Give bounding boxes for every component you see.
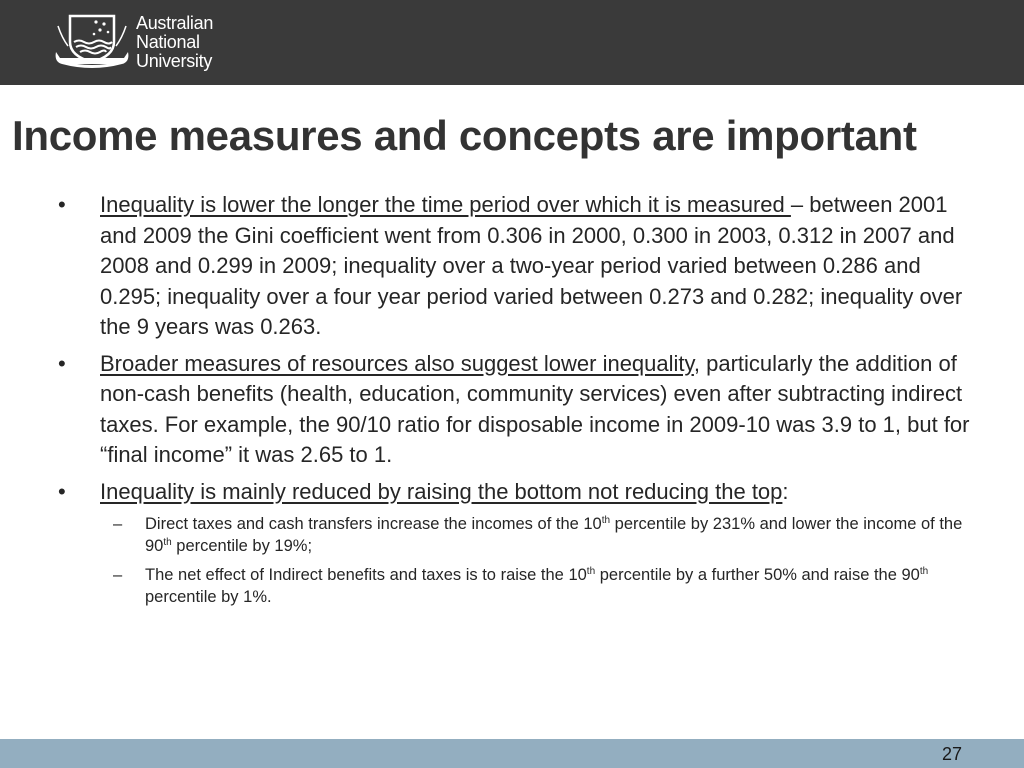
bullet-rest-text: : (782, 478, 789, 504)
sub-bullet-text: percentile by 19%; (171, 537, 313, 555)
header-bar (0, 0, 1024, 85)
sub-bullet-text: percentile by 1%. (145, 588, 272, 606)
superscript: th (163, 537, 172, 548)
logo-line-3: University (136, 51, 213, 71)
sub-bullet-item (58, 513, 978, 557)
superscript: th (919, 566, 929, 577)
sub-bullet-list (58, 513, 978, 608)
sub-bullet-item (58, 564, 978, 608)
bullet-item (58, 477, 978, 508)
bullet-item (58, 349, 978, 471)
superscript: th (586, 566, 596, 577)
bullet-marker: • (58, 478, 66, 504)
logo-line-2: National (136, 32, 200, 52)
sub-bullet-marker: – (113, 515, 123, 533)
sub-bullet-text: Direct taxes and cash transfers increase the incomes of the 10 (145, 515, 602, 533)
sub-bullet-text: The net effect of Indirect benefits and taxes is to raise the 10 (145, 566, 587, 584)
logo-line-1: Australian (136, 13, 214, 33)
slide-body (58, 190, 978, 615)
sub-bullet-marker: – (113, 566, 123, 584)
anu-crest-icon (52, 12, 132, 74)
page-number: 27 (941, 744, 962, 764)
anu-logo (52, 12, 232, 74)
bullet-lead-text: Broader measures of resources also suggest lower inequality (100, 350, 694, 376)
superscript: th (601, 515, 611, 526)
bullet-item (58, 190, 978, 343)
bullet-marker: • (58, 192, 66, 217)
bullet-rest-text: – between 2001 and 2009 the Gini coefficient went from 0.306 in 2000, 0.300 in 2003, 0.312 in 2007 and 2008 and 0.299 in 2009; inequality over a two-year period varied between 0.286 and 0.295; inequality over a four year period varied between 0.273 and 0.282; inequality over the 9 years was 0.263. (100, 192, 963, 339)
footer-bar (0, 739, 1024, 768)
bullet-lead-text: Inequality is mainly reduced by raising the bottom not reducing the top (100, 478, 783, 504)
bullet-lead-text: Inequality is lower the longer the time period over which it is measured (100, 192, 791, 217)
sub-bullet-text: percentile by 231% and lower the income of the 90 (145, 515, 963, 555)
bullet-marker: • (58, 350, 66, 376)
sub-bullet-text: percentile by a further 50% and raise the 90 (595, 566, 920, 584)
bullet-rest-text: , particularly the addition of non-cash benefits (health, education, community services) even after subtracting indirect taxes. For example, the 90/10 ratio for disposable income in 2009-10 was 3.9 to 1, but for “final income” it was 2.65 to 1. (100, 350, 970, 467)
slide-title: Income measures and concepts are important (12, 112, 917, 159)
anu-wordmark (136, 14, 213, 71)
